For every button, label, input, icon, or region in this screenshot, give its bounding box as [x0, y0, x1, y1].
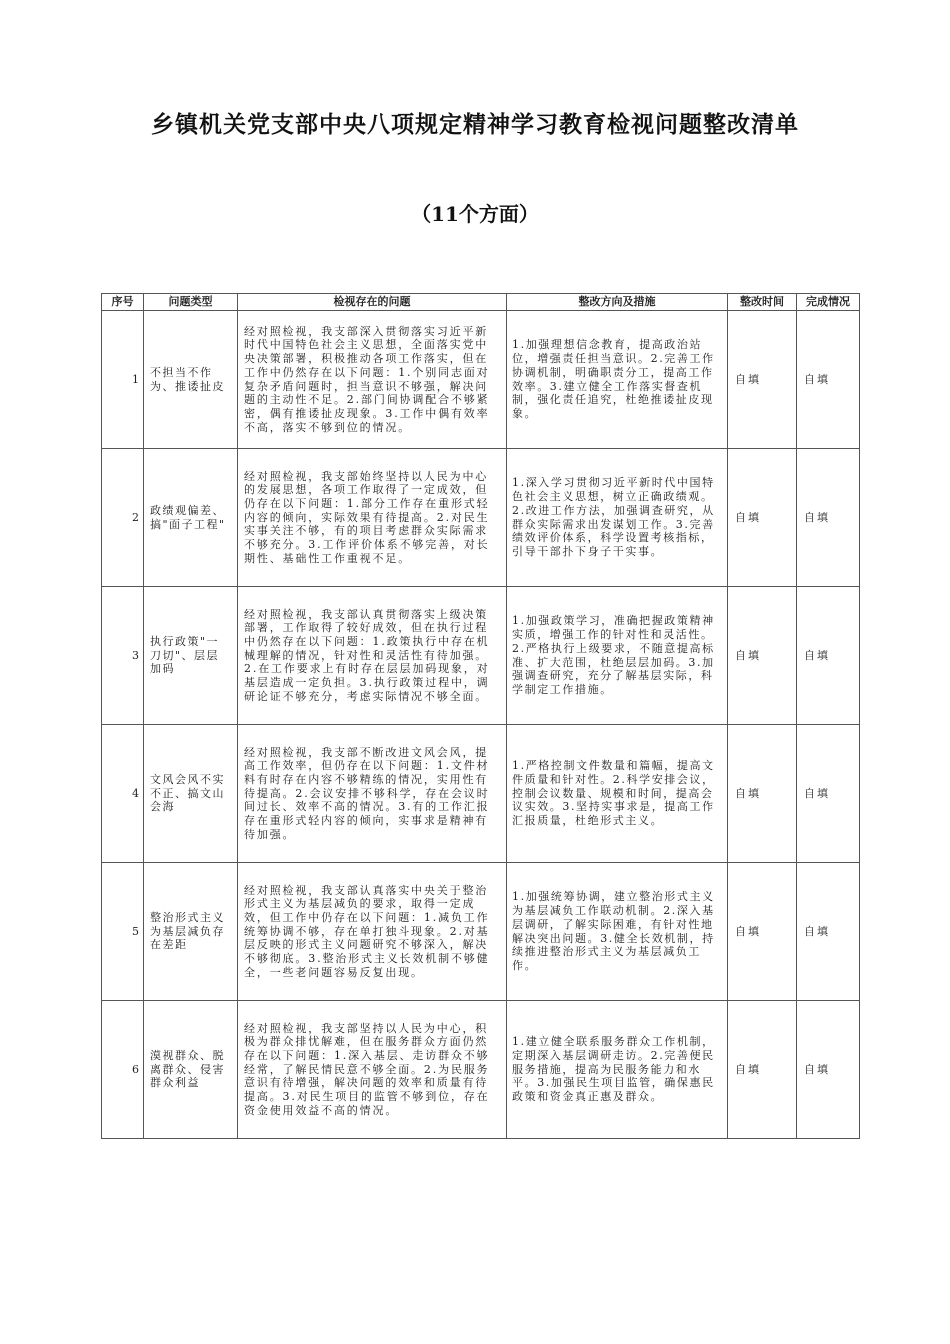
table-row: [102, 587, 860, 725]
table-header-row: [102, 294, 860, 311]
problem-description: 经对照检视，我支部认真落实中央关于整治形式主义为基层减负的要求，取得一定成效，但工作中仍存在以下问题：1.减负工作统筹协调不够，存在单打独斗现象。2.对基层反映的形式主义问题研究不够深入，解决不够彻底。3.整治形式主义长效机制不够健全，一些老问题容易反复出现。: [238, 863, 507, 1001]
rectification-measures: 1.加强理想信念教育，提高政治站位，增强责任担当意识。2.完善工作协调机制，明确职责分工，提高工作效率。3.建立健全工作落实督查机制，强化责任追究，杜绝推诿扯皮现象。: [507, 311, 728, 449]
rectification-time: 自填: [728, 311, 797, 449]
table-row: [102, 725, 860, 863]
rectification-table: [101, 293, 860, 1139]
header-no: 序号: [102, 294, 144, 311]
problem-description: 经对照检视，我支部始终坚持以人民为中心的发展思想，各项工作取得了一定成效，但仍存在以下问题：1.部分工作存在重形式轻内容的倾向，实际效果有待提高。2.对民生实事关注不够，有的项目考虑群众实际需求不够充分。3.工作评价体系不够完善，对长期性、基础性工作重视不足。: [238, 449, 507, 587]
completion-status: 自填: [797, 587, 860, 725]
rectification-measures: 1.加强政策学习，准确把握政策精神实质，增强工作的针对性和灵活性。2.严格执行上级要求，不随意提高标准、扩大范围，杜绝层层加码。3.加强调查研究，充分了解基层实际，科学制定工作措施。: [507, 587, 728, 725]
table-row: [102, 863, 860, 1001]
problem-type: 政绩观偏差、搞"面子工程": [144, 449, 238, 587]
table-row: [102, 1001, 860, 1139]
completion-status: 自填: [797, 1001, 860, 1139]
rectification-time: 自填: [728, 449, 797, 587]
header-status: 完成情况: [797, 294, 860, 311]
row-number: 5: [102, 863, 144, 1001]
rectification-measures: 1.深入学习贯彻习近平新时代中国特色社会主义思想，树立正确政绩观。2.改进工作方法，加强调查研究，从群众实际需求出发谋划工作。3.完善绩效评价体系，科学设置考核指标，引导干部扑下身子干实事。: [507, 449, 728, 587]
header-time: 整改时间: [728, 294, 797, 311]
problem-description: 经对照检视，我支部不断改进文风会风，提高工作效率，但仍存在以下问题：1.文件材料有时存在内容不够精练的情况，实用性有待提高。2.会议安排不够科学，存在会议时间过长、效率不高的情况。3.有的工作汇报存在重形式轻内容的倾向，实事求是精神有待加强。: [238, 725, 507, 863]
completion-status: 自填: [797, 863, 860, 1001]
rectification-time: 自填: [728, 1001, 797, 1139]
problem-type: 不担当不作为、推诿扯皮: [144, 311, 238, 449]
document-title: 乡镇机关党支部中央八项规定精神学习教育检视问题整改清单: [151, 111, 799, 138]
rectification-time: 自填: [728, 725, 797, 863]
problem-type: 文风会风不实不正、搞文山会海: [144, 725, 238, 863]
table-row: [102, 449, 860, 587]
problem-description: 经对照检视，我支部坚持以人民为中心，积极为群众排忧解难，但在服务群众方面仍然存在以下问题：1.深入基层、走访群众不够经常，了解民情民意不够全面。2.为民服务意识有待增强，解决问题的效率和质量有待提高。3.对民生项目的监管不够到位，存在资金使用效益不高的情况。: [238, 1001, 507, 1139]
problem-type: 整治形式主义为基层减负存在差距: [144, 863, 238, 1001]
rectification-time: 自填: [728, 587, 797, 725]
row-number: 2: [102, 449, 144, 587]
row-number: 3: [102, 587, 144, 725]
problem-description: 经对照检视，我支部认真贯彻落实上级决策部署，工作取得了较好成效，但在执行过程中仍然存在以下问题：1.政策执行中存在机械理解的情况，针对性和灵活性有待加强。2.在工作要求上有时存在层层加码现象，对基层造成一定负担。3.执行政策过程中，调研论证不够充分，考虑实际情况不够全面。: [238, 587, 507, 725]
rectification-time: 自填: [728, 863, 797, 1001]
row-number: 4: [102, 725, 144, 863]
completion-status: 自填: [797, 311, 860, 449]
document-subtitle: （11个方面）: [411, 202, 539, 226]
rectification-measures: 1.加强统筹协调，建立整治形式主义为基层减负工作联动机制。2.深入基层调研，了解实际困难，有针对性地解决突出问题。3.健全长效机制，持续推进整治形式主义为基层减负工作。: [507, 863, 728, 1001]
rectification-measures: 1.建立健全联系服务群众工作机制，定期深入基层调研走访。2.完善便民服务措施，提高为民服务能力和水平。3.加强民生项目监管，确保惠民政策和资金真正惠及群众。: [507, 1001, 728, 1139]
header-measures: 整改方向及措施: [507, 294, 728, 311]
completion-status: 自填: [797, 725, 860, 863]
completion-status: 自填: [797, 449, 860, 587]
problem-type: 执行政策"一刀切"、层层加码: [144, 587, 238, 725]
table-row: [102, 311, 860, 449]
header-type: 问题类型: [144, 294, 238, 311]
row-number: 6: [102, 1001, 144, 1139]
row-number: 1: [102, 311, 144, 449]
problem-type: 漠视群众、脱离群众、侵害群众利益: [144, 1001, 238, 1139]
header-problem: 检视存在的问题: [238, 294, 507, 311]
rectification-measures: 1.严格控制文件数量和篇幅，提高文件质量和针对性。2.科学安排会议，控制会议数量、规模和时间，提高会议实效。3.坚持实事求是，提高工作汇报质量，杜绝形式主义。: [507, 725, 728, 863]
problem-description: 经对照检视，我支部深入贯彻落实习近平新时代中国特色社会主义思想，全面落实党中央决策部署，积极推动各项工作落实，但在工作中仍然存在以下问题：1.个别同志面对复杂矛盾问题时，担当意识不够强，解决问题的主动性不足。2.部门间协调配合不够紧密，偶有推诿扯皮现象。3.工作中偶有效率不高，落实不够到位的情况。: [238, 311, 507, 449]
